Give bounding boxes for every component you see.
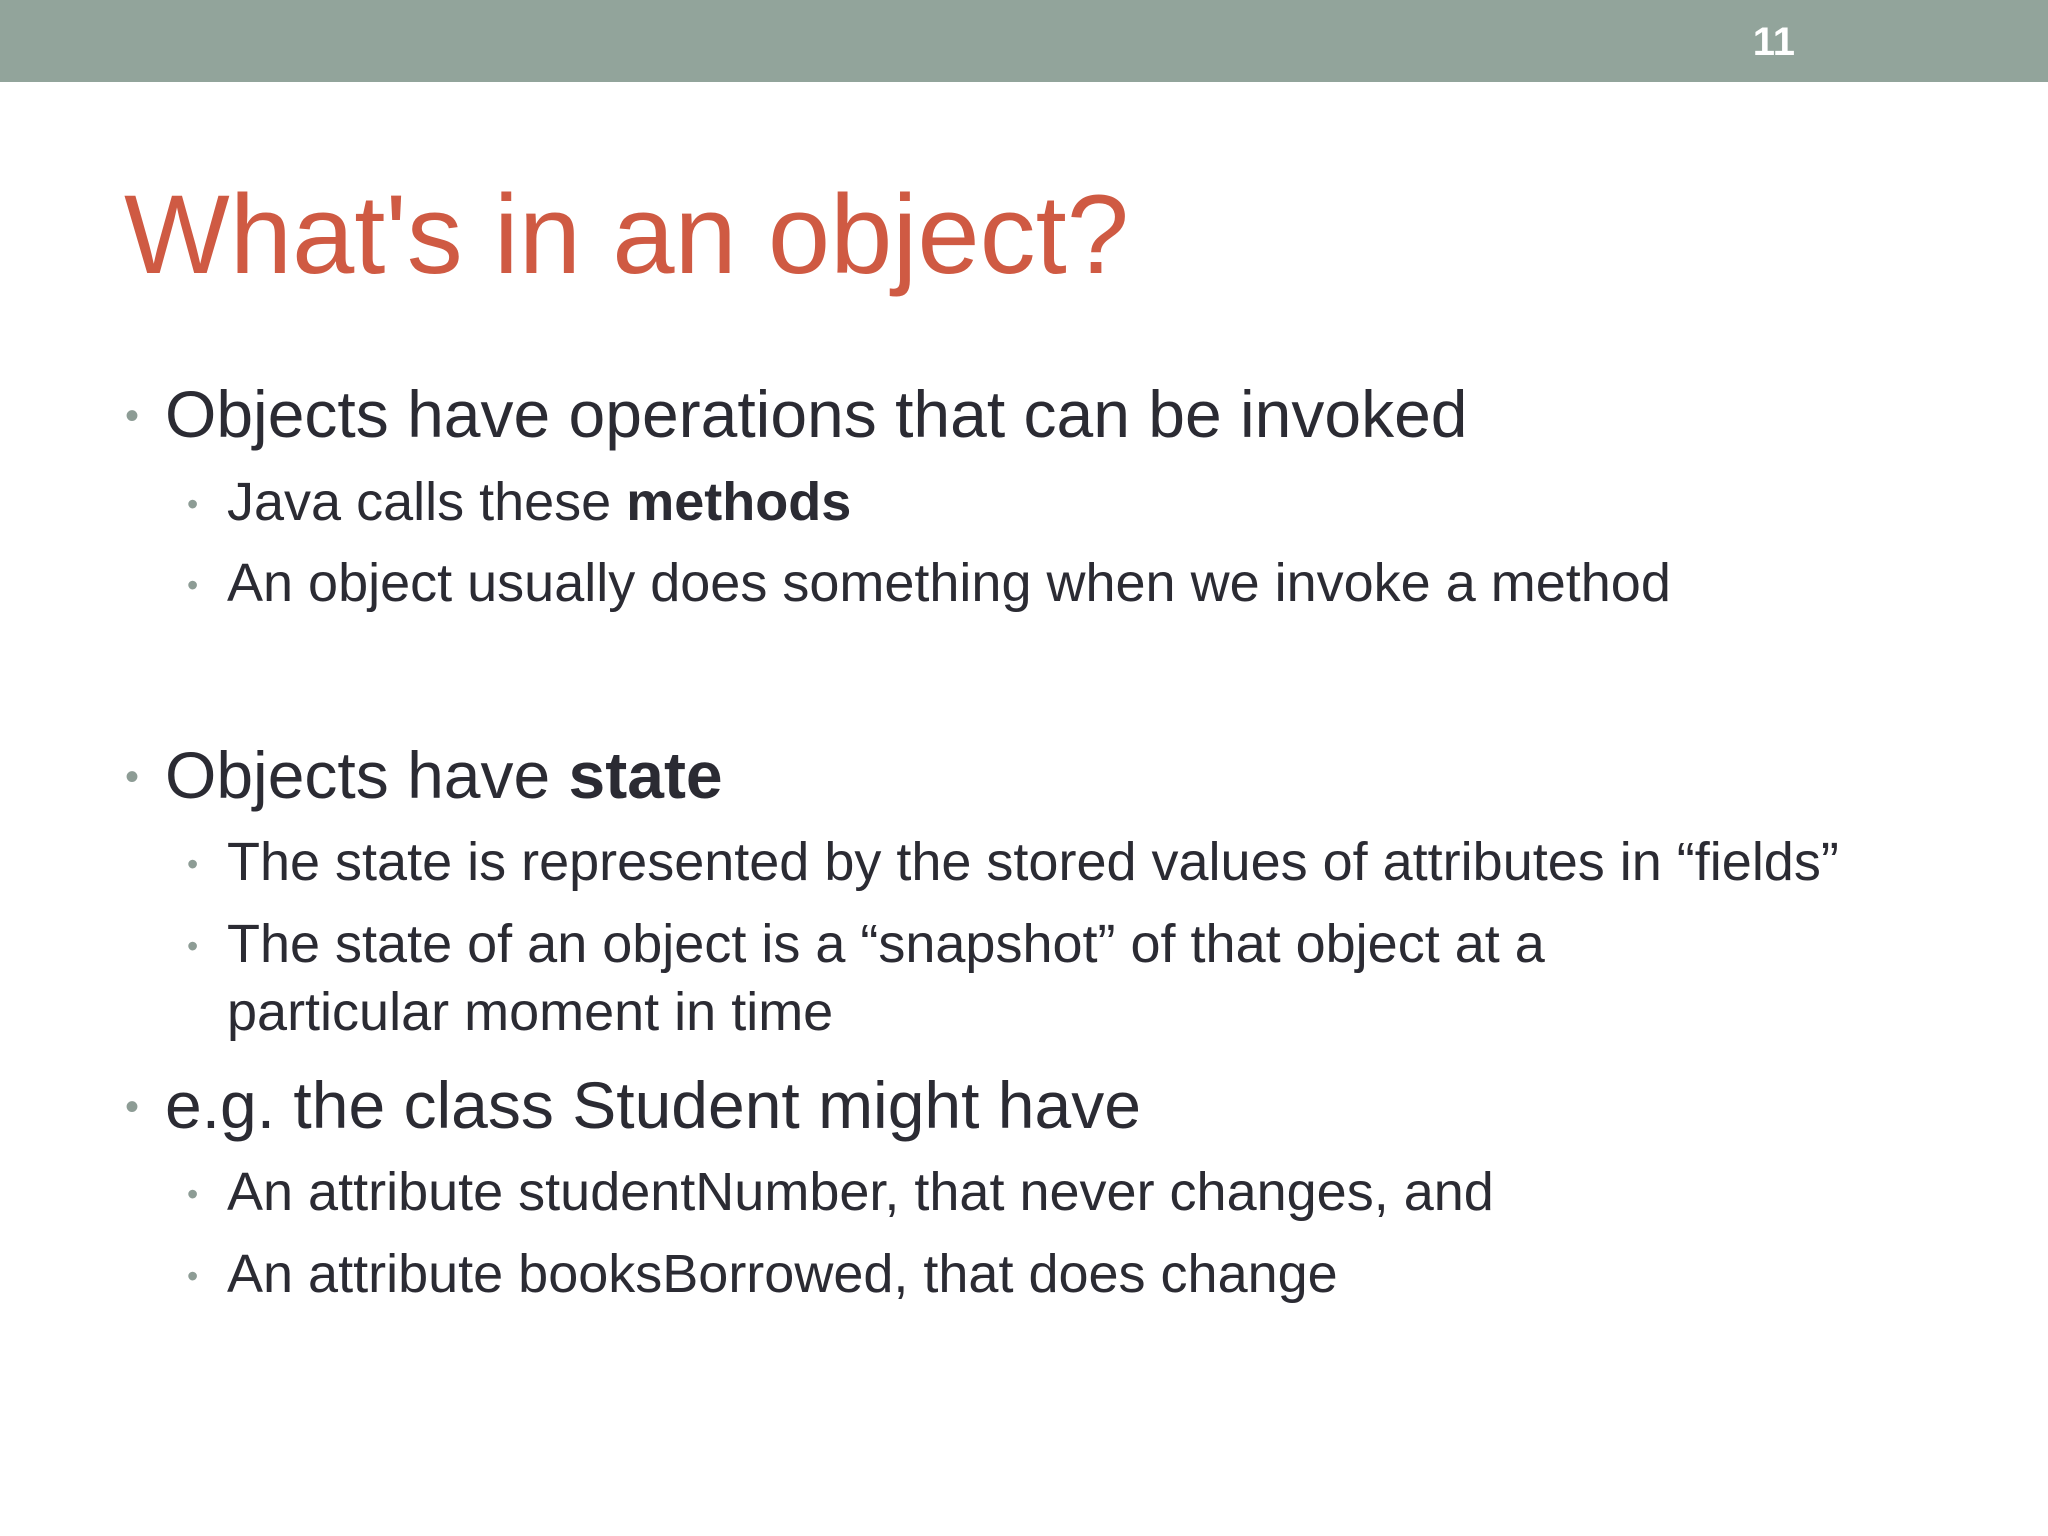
bullet-text: e.g. the class Student might have (165, 1068, 1141, 1142)
sub-bullet-text: An attribute booksBorrowed, that does change (227, 1244, 1338, 1304)
sub-bullet-prefix: Java calls these (227, 472, 627, 532)
sub-bullet-invoke-method (187, 549, 1671, 617)
sub-bullet-text: The state of an object is a “snapshot” of that object at a particular moment in time (227, 914, 1545, 1042)
sub-bullet-books-borrowed (187, 1240, 1338, 1308)
bullet-icon: • (187, 846, 199, 882)
bullet-icon: • (187, 486, 199, 522)
sub-bullet-text: An object usually does something when we invoke a method (227, 553, 1671, 613)
sub-bullet-text: The state is represented by the stored values of attributes in “fields” (227, 832, 1839, 892)
sub-bullet-text: An attribute studentNumber, that never changes, and (227, 1162, 1494, 1222)
bullet-icon: • (125, 1085, 140, 1129)
bullet-student-example (125, 1066, 1141, 1144)
sub-bullet-methods (187, 468, 852, 536)
bullet-icon: • (187, 1258, 199, 1294)
bullet-text: Objects have operations that can be invoked (165, 377, 1468, 451)
bullet-state (125, 736, 723, 814)
slide-number: 11 (1752, 20, 1795, 64)
bullet-icon: • (187, 567, 199, 603)
bullet-emphasis: state (568, 738, 723, 812)
slide-title: What's in an object? (124, 172, 1130, 297)
bullet-operations (125, 375, 1468, 453)
sub-bullet-student-number (187, 1158, 1494, 1226)
sub-bullet-emphasis: methods (626, 472, 852, 532)
sub-bullet-state-fields (187, 828, 1839, 896)
bullet-prefix: Objects have (165, 738, 569, 812)
bullet-icon: • (187, 1176, 199, 1212)
sub-bullet-state-snapshot (187, 910, 1727, 1046)
bullet-icon: • (125, 394, 140, 438)
bullet-icon: • (187, 928, 199, 964)
bullet-icon: • (125, 755, 140, 799)
